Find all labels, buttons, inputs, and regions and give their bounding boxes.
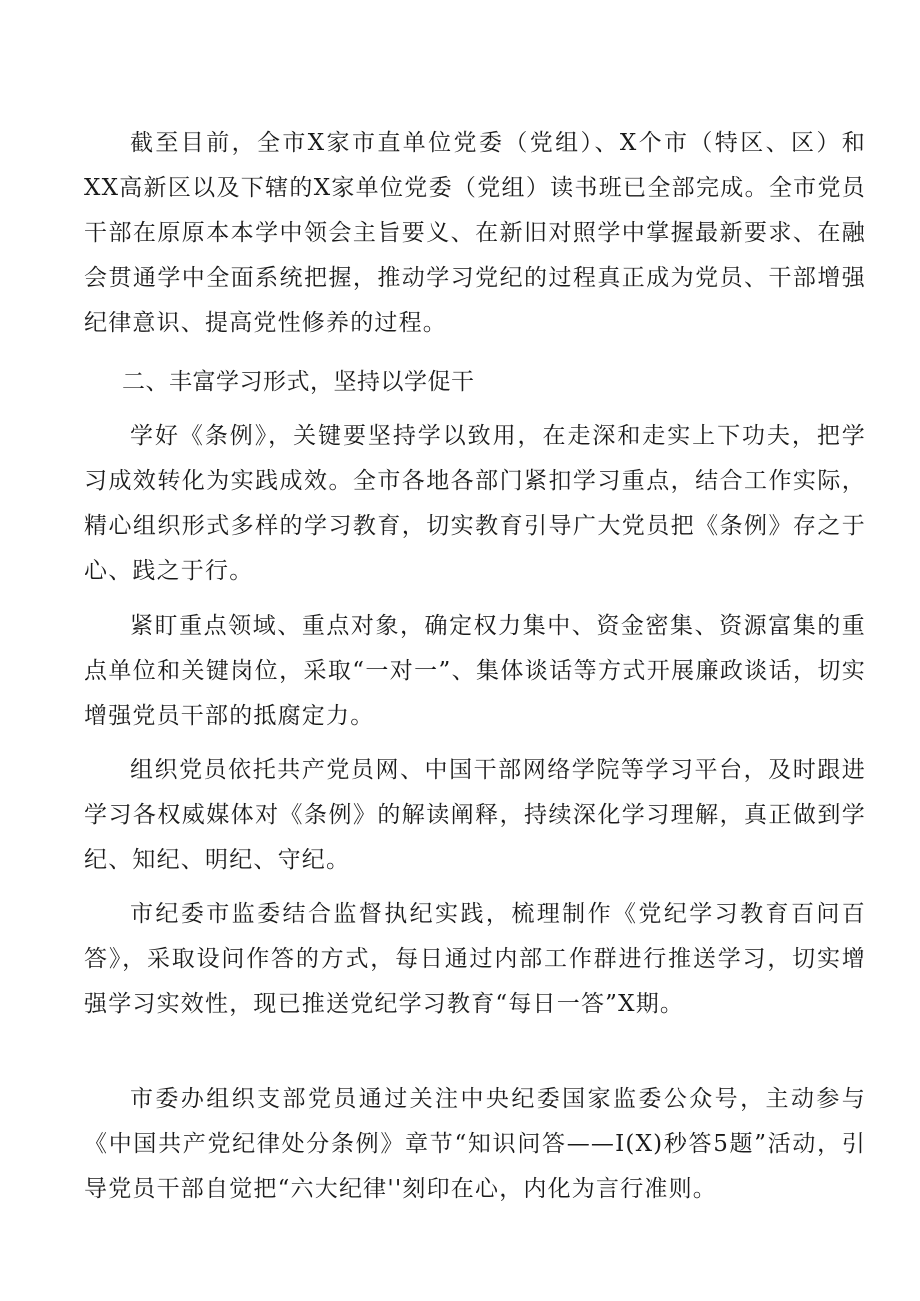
paragraph-knowledge-quiz: 市委办组织支部党员通过关注中央纪委国家监委公众号，主动参与《中国共产党纪律处分条例》章节“知识问答——I(X)秒答5题”活动，引导党员干部自觉把“六大纪律''刻印在心，内化为言行准则。 — [84, 1086, 866, 1202]
section-heading: 二、丰富学习形式，坚持以学促干 — [122, 369, 475, 395]
paragraph-key-areas: 紧盯重点领域、重点对象，确定权力集中、资金密集、资源富集的重点单位和关键岗位，采取“一对一”、集体谈话等方式开展廉政谈话，切实增强党员干部的抵腐定力。 — [84, 613, 866, 729]
paragraph-online-platforms: 组织党员依托共产党员网、中国干部网络学院等学习平台，及时跟进学习各权威媒体对《条例》的解读阐释，持续深化学习理解，真正做到学纪、知纪、明纪、守纪。 — [84, 757, 866, 873]
paragraph-apply-learning: 学好《条例》，关键要坚持学以致用，在走深和走实上下功夫，把学习成效转化为实践成效。全市各地各部门紧扣学习重点，结合工作实际，精心组织形式多样的学习教育，切实教育引导广大党员把《条例》存之于心、践之于行。 — [84, 423, 866, 584]
paragraph-reading-class-completion: 截至目前，全市X家市直单位党委（党组）、X个市（特区、区）和XX高新区以及下辖的X家单位党委（党组）读书班已全部完成。全市党员干部在原原本本学中领会主旨要义、在新旧对照学中掌握最新要求、在融会贯通学中全面系统把握，推动学习党纪的过程真正成为党员、干部增强纪律意识、提高党性修养的过程。 — [84, 130, 866, 336]
paragraph-daily-qa: 市纪委市监委结合监督执纪实践，梳理制作《党纪学习教育百问百答》，采取设问作答的方式，每日通过内部工作群进行推送学习，切实增强学习实效性，现已推送党纪学习教育“每日一答”X期。 — [84, 901, 866, 1017]
